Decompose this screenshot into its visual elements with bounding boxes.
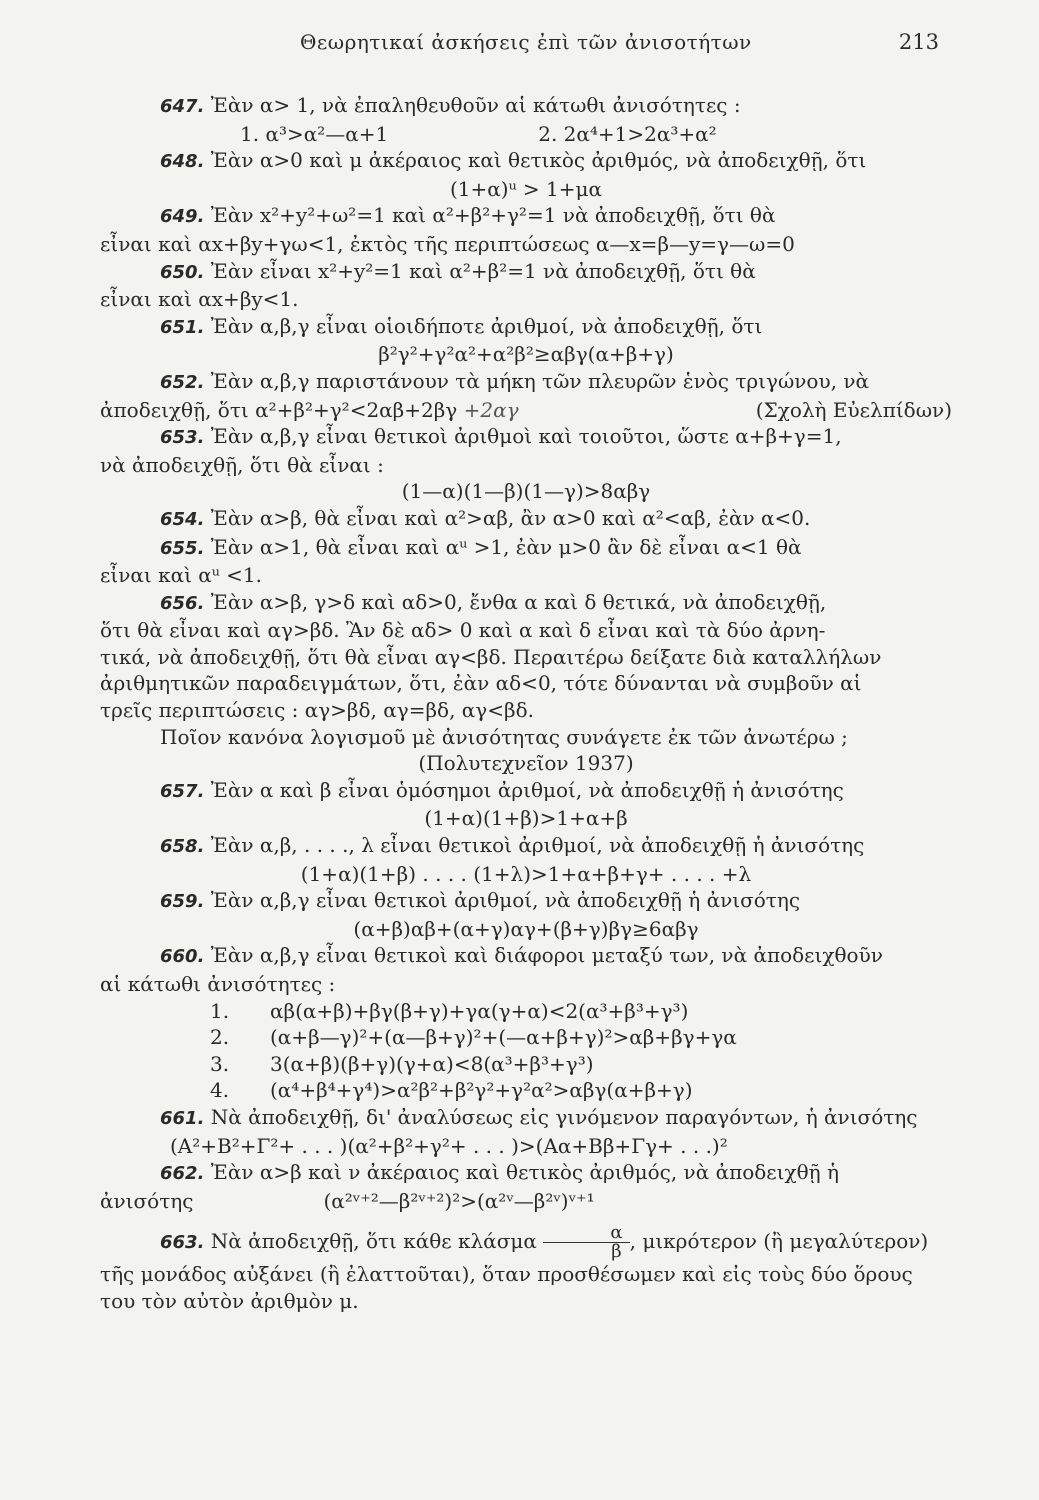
exercise-continuation: τρεῖς περιπτώσεις : αγ>βδ, αγ=βδ, αγ<βδ. — [100, 698, 534, 723]
exercise-662 — [100, 1159, 952, 1188]
exercise-number: 653. — [160, 427, 205, 449]
exercise-number: 663. — [160, 1232, 205, 1254]
exercise-652 — [100, 368, 952, 397]
exercise-651 — [100, 313, 952, 342]
item-formula: (α⁴+β⁴+γ⁴)>α²β²+β²γ²+γ²α²>αβγ(α+β+γ) — [270, 1078, 693, 1103]
exercise-649 — [100, 202, 952, 231]
exercise-text: Ἐὰν α>β, γ>δ καὶ αδ>0, ἔνθα α καὶ δ θετικά, νὰ ἀποδειχθῇ, — [210, 589, 827, 614]
exercise-continuation — [100, 1188, 952, 1215]
exercise-continuation: του τὸν αὐτὸν ἀριθμὸν μ. — [100, 1288, 359, 1313]
exercise-655 — [100, 534, 952, 563]
exercise-continuation — [100, 397, 952, 424]
formula: (Α²+Β²+Γ²+ . . . )(α²+β²+γ²+ . . . )>(Αα+Ββ+Γγ+ . . .)² — [170, 1133, 728, 1158]
exercise-647-items — [100, 121, 952, 148]
exercise-number: 652. — [160, 371, 205, 393]
exercise-number: 655. — [160, 537, 205, 559]
exercise-number: 656. — [160, 592, 205, 614]
exercise-continuation: εἶναι καὶ αx+βy+γω<1, ἐκτὸς τῆς περιπτώσεως α—x=β—y=γ—ω=0 — [100, 231, 795, 256]
exercise-text: Ἐὰν α,β,γ παριστάνουν τὰ μήκη τῶν πλευρῶν ἑνὸς τριγώνου, νὰ — [210, 368, 870, 393]
item-number: 3. — [210, 1051, 230, 1076]
exercise-text: Ἐὰν α,β,γ εἶναι θετικοὶ καὶ διάφοροι μεταξύ των, νὰ ἀποδειχθοῦν — [210, 943, 883, 968]
exercise-number: 661. — [160, 1107, 205, 1129]
formula: (1—α)(1—β)(1—γ)>8αβγ — [401, 479, 651, 504]
exercise-continuation: ὅτι θὰ εἶναι καὶ αγ>βδ. Ἂν δὲ αδ> 0 καὶ α καὶ δ εἶναι καὶ τὰ δύο ἀρνη- — [100, 618, 826, 643]
item-number: 2. — [210, 1025, 230, 1050]
list-item — [100, 998, 952, 1025]
exercise-text: Ἐὰν α,β,γ εἶναι θετικοὶ ἀριθμοὶ καὶ τοιοῦτοι, ὥστε α+β+γ=1, — [210, 424, 842, 449]
exercise-continuation: εἶναι καὶ αᵘ <1. — [100, 563, 262, 588]
fraction — [543, 1224, 629, 1261]
list-item — [100, 1024, 952, 1051]
exercise-656 — [100, 589, 952, 618]
list-item — [100, 1051, 952, 1078]
item-number: 4. — [210, 1078, 230, 1103]
item-1: 1. α³>α²—α+1 — [240, 121, 389, 146]
list-item — [100, 1077, 952, 1104]
formula: ἀποδειχθῇ, ὅτι α²+β²+γ²<2αβ+2βγ — [100, 397, 458, 422]
exercise-text: Ἐὰν α>1, θὰ εἶναι καὶ αᵘ >1, ἐὰν μ>0 ἂν δὲ εἶναι α<1 θὰ — [210, 534, 802, 559]
exercise-660 — [100, 942, 952, 971]
exercise-number: 657. — [160, 780, 205, 802]
exercise-650 — [100, 258, 952, 287]
exercise-list — [100, 92, 952, 1315]
exercise-text: Ἐὰν α>β καὶ ν ἀκέραιος καὶ θετικὸς ἀριθμός, νὰ ἀποδειχθῇ ἡ — [210, 1160, 839, 1185]
formula: (α+β)αβ+(α+γ)αγ+(β+γ)βγ≥6αβγ — [353, 916, 699, 941]
source-citation: (Πολυτεχνεῖον 1937) — [418, 751, 634, 776]
exercise-text: Ἐὰν α>0 καὶ μ ἀκέραιος καὶ θετικὸς ἀριθμός, νὰ ἀποδειχθῇ, ὅτι — [210, 148, 867, 173]
exercise-text: Ἐὰν x²+y²+ω²=1 καὶ α²+β²+γ²=1 νὰ ἀποδειχθῇ, ὅτι θὰ — [210, 203, 776, 228]
handwritten-annotation: +2αγ — [463, 397, 519, 422]
exercise-continuation: τικά, νὰ ἀποδειχθῇ, ὅτι θὰ εἶναι αγ<βδ. Περαιτέρω δείξατε διὰ καταλλήλων — [100, 644, 882, 669]
item-2: 2. 2α⁴+1>2α³+α² — [538, 121, 717, 146]
exercise-continuation: αἱ κάτωθι ἀνισότητες : — [100, 972, 336, 996]
exercise-661 — [100, 1104, 952, 1133]
exercise-658 — [100, 832, 952, 861]
running-header — [0, 30, 1039, 60]
exercise-text: Ἐὰν α> 1, νὰ ἐπαληθευθοῦν αἱ κάτωθι ἀνισότητες : — [210, 93, 741, 117]
exercise-text: Νὰ ἀποδειχθῇ, δι' ἀναλύσεως εἰς γινόμενον παραγόντων, ἡ ἀνισότης — [210, 1104, 918, 1129]
item-formula: (α+β—γ)²+(α—β+γ)²+(—α+β+γ)²>αβ+βγ+γα — [270, 1025, 737, 1050]
item-number: 1. — [210, 998, 230, 1023]
item-formula: αβ(α+β)+βγ(β+γ)+γα(γ+α)<2(α³+β³+γ³) — [270, 998, 689, 1023]
exercise-text: Ἐὰν α>β, θὰ εἶναι καὶ α²>αβ, ἂν α>0 καὶ α²<αβ, ἐὰν α<0. — [210, 505, 811, 530]
exercise-number: 648. — [160, 151, 205, 173]
exercise-number: 650. — [160, 261, 205, 283]
exercise-text: Ἐὰν α,β, . . . ., λ εἶναι θετικοὶ ἀριθμοί, νὰ ἀποδειχθῇ ἡ ἀνισότης — [210, 833, 865, 858]
formula: (α²ᵛ⁺²—β²ᵛ⁺²)²>(α²ᵛ—β²ᵛ)ᵛ⁺¹ — [323, 1188, 595, 1213]
exercise-text: Ἐὰν εἶναι x²+y²=1 καὶ α²+β²=1 νὰ ἀποδειχθῇ, ὅτι θὰ — [210, 258, 756, 283]
formula: β²γ²+γ²α²+α²β²≥αβγ(α+β+γ) — [378, 342, 674, 367]
exercise-647 — [100, 92, 952, 121]
exercise-continuation: ἀριθμητικῶν παραδειγμάτων, ὅτι, ἐὰν αδ<0, τότε δύνανται νὰ συμβοῦν αἱ — [100, 671, 862, 696]
item-formula: 3(α+β)(β+γ)(γ+α)<8(α³+β³+γ³) — [270, 1051, 594, 1076]
exercise-648 — [100, 147, 952, 176]
exercise-text: Ἐὰν α,β,γ εἶναι οἱοιδήποτε ἀριθμοί, νὰ ἀποδειχθῇ, ὅτι — [210, 313, 763, 338]
exercise-text: Ἐὰν α,β,γ εἶναι θετικοὶ ἀριθμοί, νὰ ἀποδειχθῇ ἡ ἀνισότης — [210, 888, 801, 913]
source-citation: (Σχολὴ Εὐελπίδων) — [755, 397, 952, 422]
exercise-number: 647. — [160, 96, 205, 117]
continuation-text: ἀνισότης — [100, 1188, 194, 1213]
exercise-number: 654. — [160, 508, 205, 530]
exercise-654 — [100, 505, 952, 534]
formula: (1+α)(1+β) . . . . (1+λ)>1+α+β+γ+ . . . . +λ — [300, 861, 752, 886]
exercise-text: Ἐὰν α καὶ β εἶναι ὁμόσημοι ἀριθμοί, νὰ ἀποδειχθῇ ἡ ἀνισότης — [210, 777, 844, 802]
exercise-continuation: νὰ ἀποδειχθῇ, ὅτι θὰ εἶναι : — [100, 452, 384, 477]
exercise-657 — [100, 777, 952, 806]
exercise-number: 649. — [160, 206, 205, 228]
exercise-653 — [100, 423, 952, 452]
formula: (1+α)ᵘ > 1+μα — [449, 176, 603, 201]
formula: (1+α)(1+β)>1+α+β — [424, 806, 628, 831]
exercise-text-2: , μικρότερον (ἢ μεγαλύτερον) — [629, 1229, 929, 1254]
page-number: 213 — [898, 30, 939, 54]
exercise-question: Ποῖον κανόνα λογισμοῦ μὲ ἀνισότητας συνάγετε ἐκ τῶν ἀνωτέρω ; — [160, 724, 848, 749]
exercise-number: 651. — [160, 316, 205, 338]
exercise-continuation: τῆς μονάδος αὐξάνει (ἢ ἐλαττοῦται), ὅταν προσθέσωμεν καὶ εἰς τοὺς δύο ὅρους — [100, 1262, 913, 1287]
exercise-continuation: εἶναι καὶ αx+βy<1. — [100, 287, 299, 312]
fraction-denominator: β — [543, 1242, 629, 1261]
exercise-number: 662. — [160, 1163, 205, 1185]
exercise-number: 658. — [160, 836, 205, 858]
fraction-numerator: α — [610, 1222, 623, 1244]
exercise-number: 659. — [160, 891, 205, 913]
exercise-number: 660. — [160, 946, 205, 968]
exercise-text: Νὰ ἀποδειχθῇ, ὅτι κάθε κλάσμα — [210, 1229, 537, 1254]
header-title: Θεωρητικαί ἀσκήσεις ἐπὶ τῶν ἀνισοτήτων — [300, 30, 752, 54]
exercise-663 — [100, 1224, 952, 1261]
exercise-659 — [100, 887, 952, 916]
